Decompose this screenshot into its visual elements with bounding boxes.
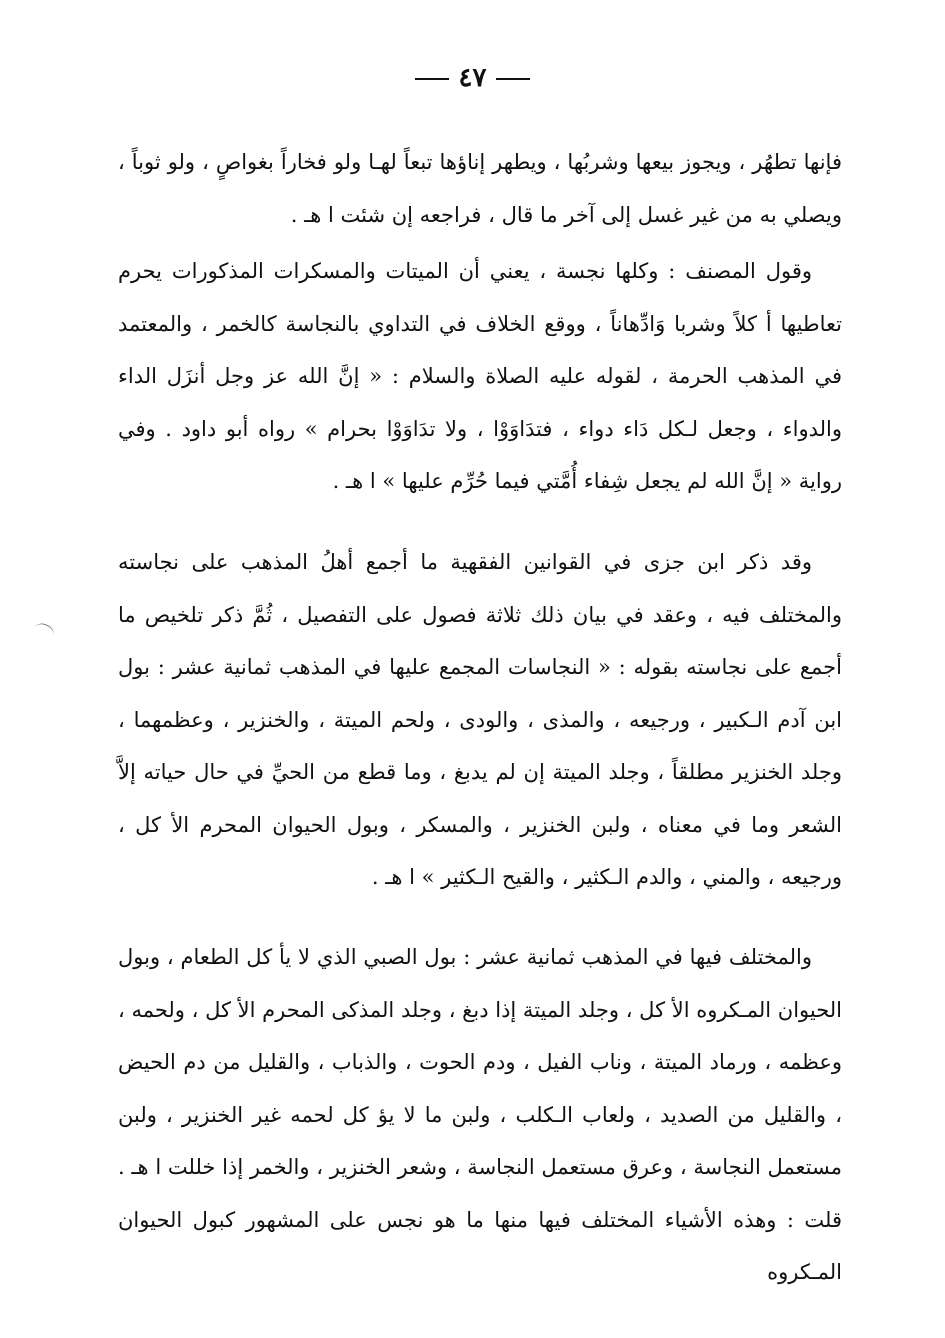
paragraph-3: [118, 536, 842, 904]
paragraph-2: [118, 245, 842, 508]
paragraph-text: فإنها تطهُر ، ويجوز بيعها وشربُها ، ويطهر إناؤها تبعاً لهـا ولو فخاراً بغواصٍ ، ولو ثوباً ، ويصلي به من غير غسل إلى آخر ما قال ، فراجعه إن شئت ا هـ .: [118, 150, 842, 227]
right-dash: [496, 78, 530, 80]
paragraph-text: وقد ذكر ابن جزى في القوانين الفقهية ما أجمع أهلُ المذهب على نجاسته والمختلف فيه ، وعقد في بيان ذلك ثلاثة فصول على التفصيل ، ثُمَّ ذكر تلخيص ما أجمع على نجاسته بقوله : « النجاسات المجمع عليها في المذهب ثمانية عشر : بول ابن آدم الـكبير ، ورجيعه ، والمذى ، والودى ، ولحم الميتة ، والخنزير ، وعظمهما ، وجلد الخنزير مطلقاً ، وجلد الميتة إن لم يدبغ ، وما قطع من الحيِّ في حال حياته إلاَّ الشعر وما في معناه ، ولبن الخنزير ، والمسكر ، وبول الحيوان المحرم الأ كل ، ورجيعه ، والمني ، والدم الـكثير ، والقيح الـكثير » ا هـ .: [118, 550, 842, 889]
paragraph-text: والمختلف فيها في المذهب ثمانية عشر : بول الصبي الذي لا يأ كل الطعام ، وبول الحيوان المـكروه الأ كل ، وجلد الميتة إذا دبغ ، وجلد المذكى المحرم الأ كل ، ولحمه ، وعظمه ، ورماد الميتة ، وناب الفيل ، ودم الحوت ، والذباب ، والقليل من دم الحيض ، والقليل من الصديد ، ولعاب الـكلب ، ولبن ما لا يؤ كل لحمه غير الخنزير ، ولبن مستعمل النجاسة ، وعرق مستعمل النجاسة ، وشعر الخنزير ، والخمر إذا خللت ا هـ . قلت : وهذه الأشياء المختلف فيها منها ما هو نجس على المشهور كبول الحيوان المـكروه: [118, 945, 842, 1284]
margin-mark: [32, 620, 56, 642]
page-number: [0, 58, 945, 98]
paragraph-1: [118, 136, 842, 241]
paragraph-text: وقول المصنف : وكلها نجسة ، يعني أن الميتات والمسكرات المذكورات يحرم تعاطيها أ كلاً وشربا وَادِّهاناً ، ووقع الخلاف في التداوي بالنجاسة كالخمر ، والمعتمد في المذهب الحرمة ، لقوله عليه الصلاة والسلام : « إنَّ الله عز وجل أنزَل الداء والدواء ، وجعل لـكل دَاء دواء ، فتدَاوَوْا ، ولا تدَاوَوْا بحرام » رواه أبو داود . وفي رواية « إنَّ الله لم يجعل شِفاء أُمَّتي فيما حُرِّم عليها » ا هـ .: [118, 259, 843, 493]
page-number-text: ٤٧: [458, 63, 487, 93]
paragraph-4: [118, 931, 842, 1299]
left-dash: [415, 78, 449, 80]
